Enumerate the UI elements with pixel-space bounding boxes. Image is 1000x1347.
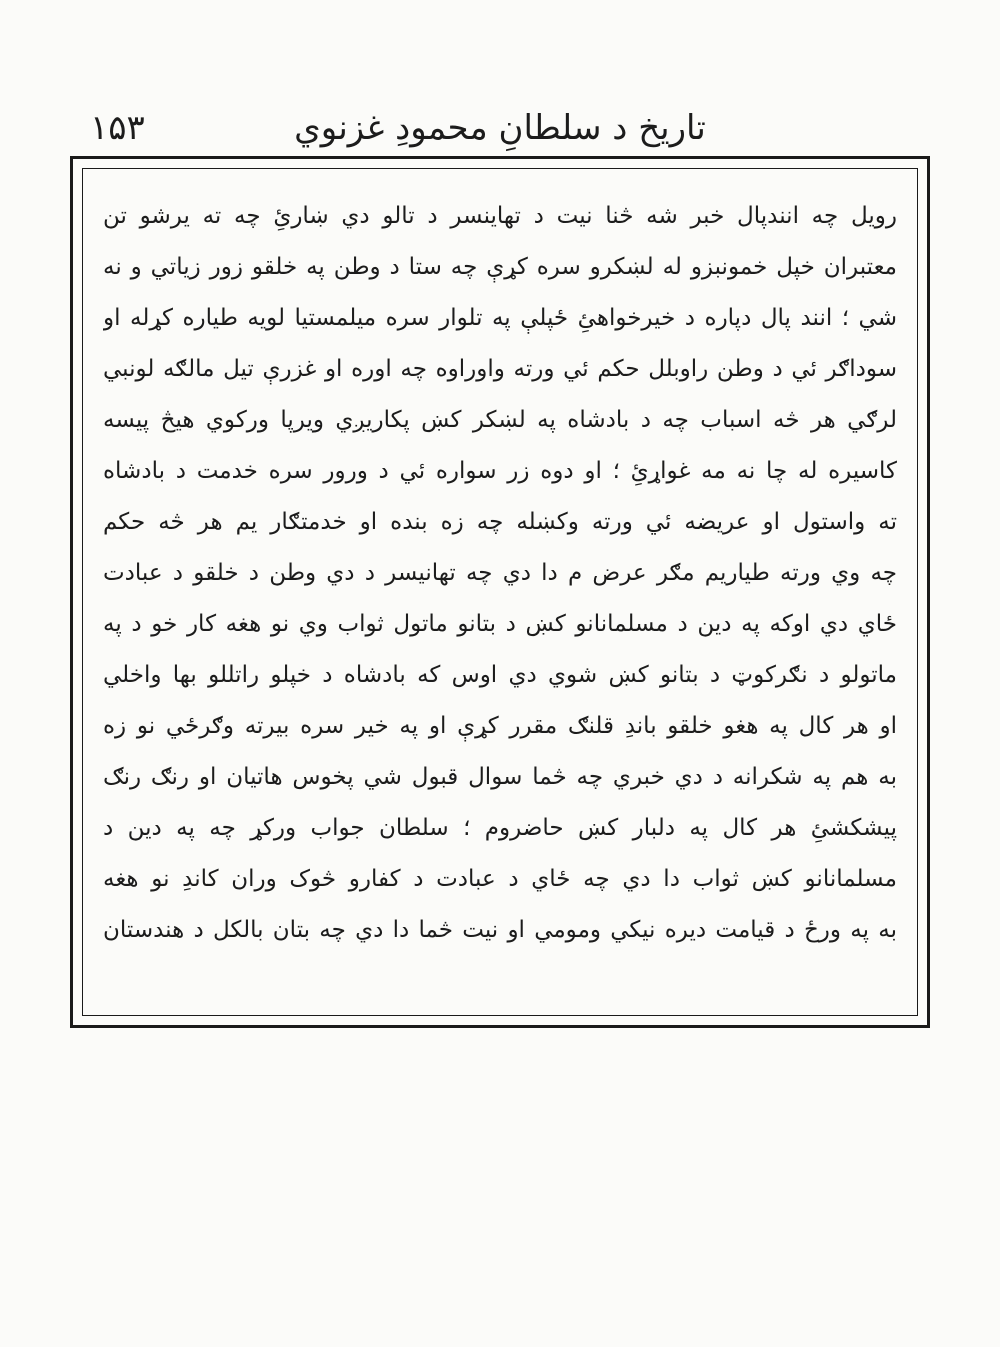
text-line: ماتولو د نګرکوټ د بتانو کښ شوي دي اوس که بادشاه د خپلو راتللو بها واخلي: [103, 662, 897, 688]
text-line: چه وي ورته طیاریم مګر عرض م دا دي چه تهانیسر د دي وطن د خلقو د عبادت: [103, 560, 897, 586]
text-line: به په ورځ د قیامت دیره نیکي ومومي او نیت څما دا دي چه بتان بالکل د هندستان: [103, 917, 897, 943]
text-line: شي ؛ انند پال دپاره د خیرخواهئِ ځپلې په تلوار سره میلمستیا لویه طیاره کړله او: [103, 305, 897, 331]
text-line: ته واستول او عریضه ئي ورته وکښله چه زه بنده او خدمتګار یم هر څه حکم: [103, 509, 897, 535]
text-line: رویل چه انندپال خبر شه څنا نیت د تهاینسر د تالو دي ښارئِ چه ته یرشو تن: [103, 203, 897, 229]
page-number: ۱۵۳: [90, 108, 145, 148]
running-title: تاریخ د سلطانِ محمودِ غزنوي: [294, 108, 706, 148]
text-frame-outer-border: [70, 156, 930, 1028]
text-line: مسلمانانو کښ ثواب دا دي چه ځاي د عبادت د کفارو څوک وران کاندِ نو هغه: [103, 866, 897, 892]
text-line: معتبران خپل خمونبزو له لښکرو سره کړې چه ستا د وطن په خلقو زور زیاتي و نه: [103, 254, 897, 280]
text-line: لرګي هر څه اسباب چه د بادشاه په لښکر کښ پکاریږي ویرپا ورکوي هیڅ پیسه: [103, 407, 897, 433]
text-line: او هر کال په هغو خلقو باندِ قلنګ مقرر کړې او په خیر سره بیرته وګرځي نو زه: [103, 713, 897, 739]
text-line: پیشکشئِ هر کال په دلبار کښ حاضروم ؛ سلطان جواب ورکړ چه په دین د: [103, 815, 897, 841]
text-line: سوداګر ئي د وطن راوبلل حکم ئي ورته واوراوه چه اوره او غزرې تیل مالګه لونبي: [103, 356, 897, 382]
text-line: ځاي دي اوکه په دین د مسلمانانو کښ د بتانو ماتول ثواب وي نو هغه کار خو د په: [103, 611, 897, 637]
text-frame-inner-border: [82, 168, 918, 1016]
text-line: کاسیره له چا نه مه غواړئِ ؛ او دوه زر سواره ئي د ورور سره خدمت د بادشاه: [103, 458, 897, 484]
body-text-block: [103, 191, 897, 956]
text-line: به هم په شکرانه د دي خبري چه څما سوال قبول شي پخوس هاتیان او رنګ رنګ: [103, 764, 897, 790]
page-header: [70, 102, 930, 156]
